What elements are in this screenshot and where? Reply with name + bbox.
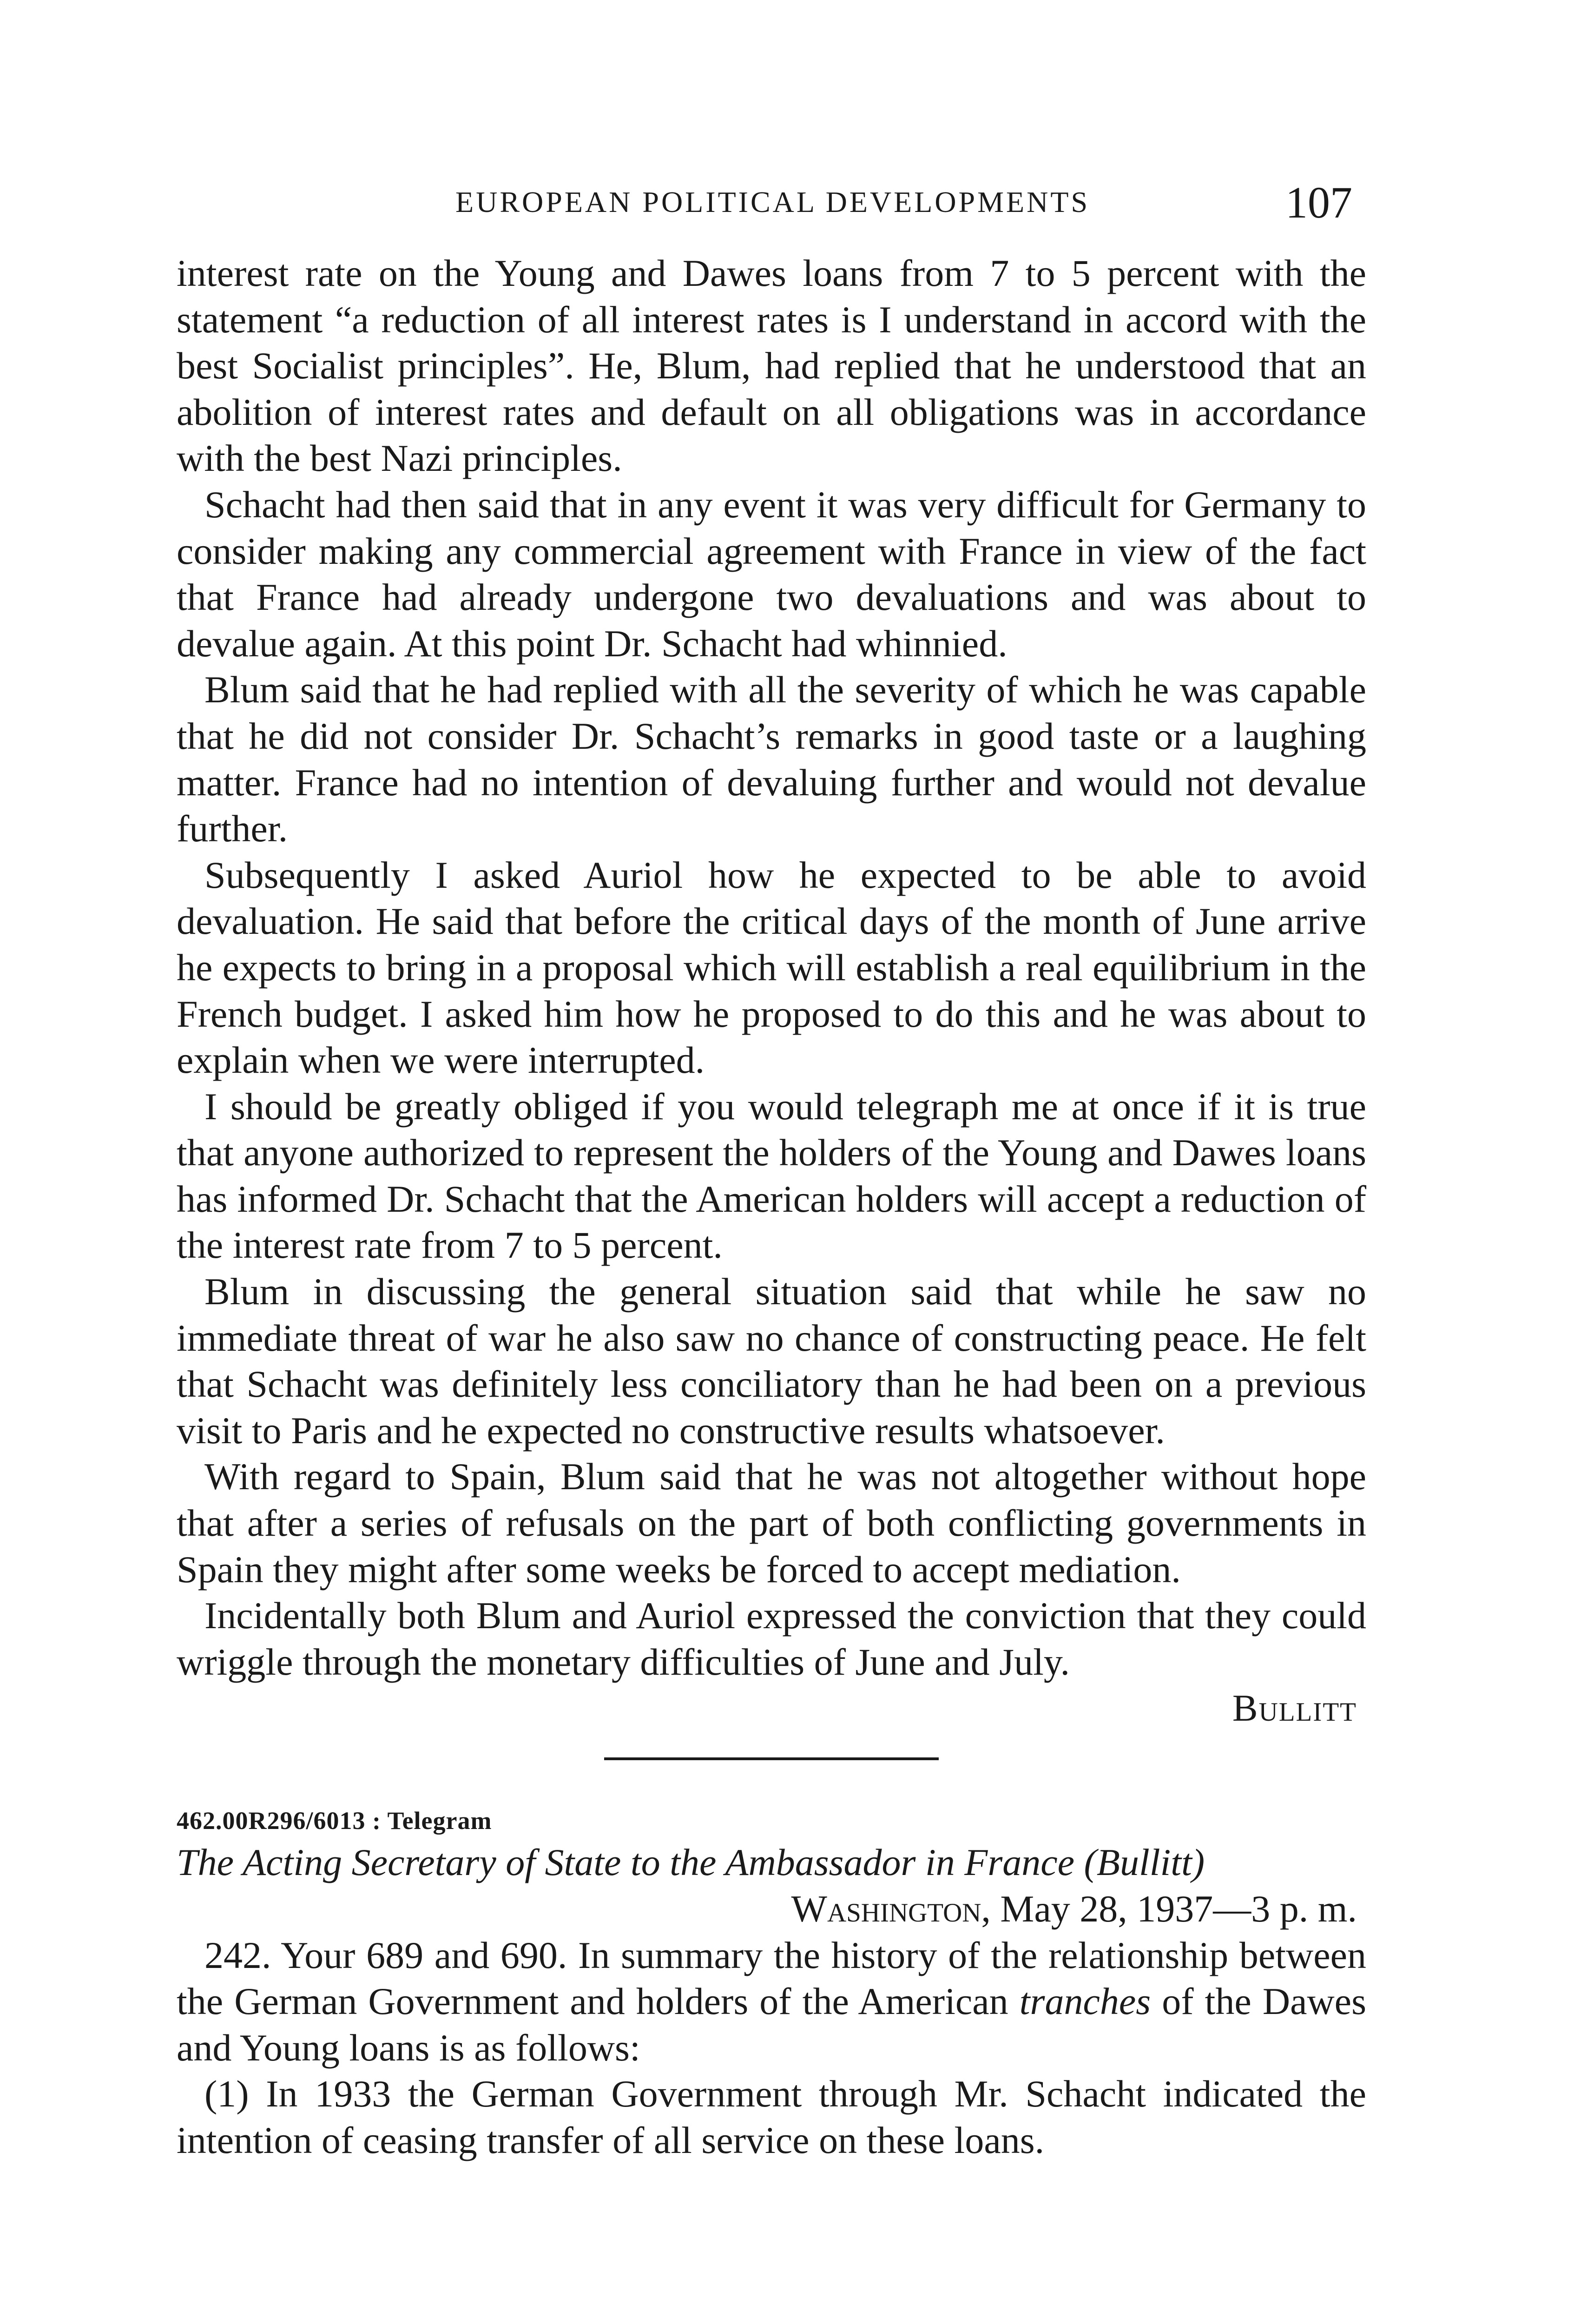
paragraph-general-situation: Blum in discussing the general situation said that while he saw no immediate threat of war he also saw no chance of constructing peace. He felt that Schacht was definitely less conciliatory than he had been on a previous visit to Paris and he expected no constructive results whatsoever. — [177, 1270, 1366, 1452]
body-text — [177, 250, 1366, 2164]
summary-text-end: of the Dawes and Young loans is as follows: — [177, 1980, 1366, 2069]
dateline-date: May 28, 1937—3 p. m. — [990, 1888, 1357, 1930]
paragraph-item-1: (1) In 1933 the German Government through Mr. Schacht indicated the intention of ceasing transfer of all service on these loans. — [177, 2073, 1366, 2161]
section-separator — [604, 1757, 939, 1760]
file-reference: 462.00R296/6013 : Telegram — [177, 1807, 492, 1835]
document-title: The Acting Secretary of State to the Ambassador in France (Bullitt) — [177, 1841, 1205, 1883]
dateline-place: Washington, — [791, 1888, 991, 1930]
paragraph-summary — [177, 1932, 1366, 2071]
running-title: EUROPEAN POLITICAL DEVELOPMENTS — [455, 185, 1090, 218]
paragraph-auriol: Subsequently I asked Auriol how he expected to be able to avoid devaluation. He said that before the critical days of the month of June arrive he expects to bring in a proposal which will establish a real equilibrium in the French budget. I asked him how he proposed to do this and he was about to explain when we were interrupted. — [177, 853, 1366, 1082]
page-number: 107 — [1285, 178, 1352, 227]
paragraph-blum-reply: Blum said that he had replied with all the severity of which he was capable that he did not consider Dr. Schacht’s remarks in good taste or a laughing matter. France had no intention of devaluing further and would not devalue further. — [177, 668, 1366, 850]
running-head — [177, 177, 1366, 228]
paragraph-continuation: interest rate on the Young and Dawes loans from 7 to 5 percent with the statement “a reduction of all interest rates is I understand in accord with the best Socialist principles”. He, Blum, had replied that he understood that an abolition of interest rates and default on all obligations was in accordance with the best Nazi principles. — [177, 252, 1366, 480]
paragraph-monetary: Incidentally both Blum and Auriol expressed the conviction that they could wriggle through the monetary difficulties of June and July. — [177, 1594, 1366, 1683]
signature: Bullitt — [1232, 1687, 1357, 1730]
paragraph-spain: With regard to Spain, Blum said that he was not altogether without hope that after a series of refusals on the part of both conflicting governments in Spain they might after some weeks be forced to accept mediation. — [177, 1455, 1366, 1591]
summary-text-start: 242. Your 689 and 690. In summary the history of the relationship between the German Government and holders of the American — [177, 1934, 1366, 2023]
dateline — [177, 1886, 1366, 1932]
paragraph-schacht-devaluation: Schacht had then said that in any event it was very difficult for Germany to consider making any commercial agreement with France in view of the fact that France had already undergone two devaluations and was about to devalue again. At this point Dr. Schacht had whinnied. — [177, 483, 1366, 665]
paragraph-telegraph-request: I should be greatly obliged if you would telegraph me at once if it is true that anyone authorized to represent the holders of the Young and Dawes loans has informed Dr. Schacht that the American holders will accept a reduction of the interest rate from 7 to 5 percent. — [177, 1085, 1366, 1267]
summary-italic-term: tranches — [1019, 1980, 1151, 2023]
document-page — [177, 0, 1366, 2324]
